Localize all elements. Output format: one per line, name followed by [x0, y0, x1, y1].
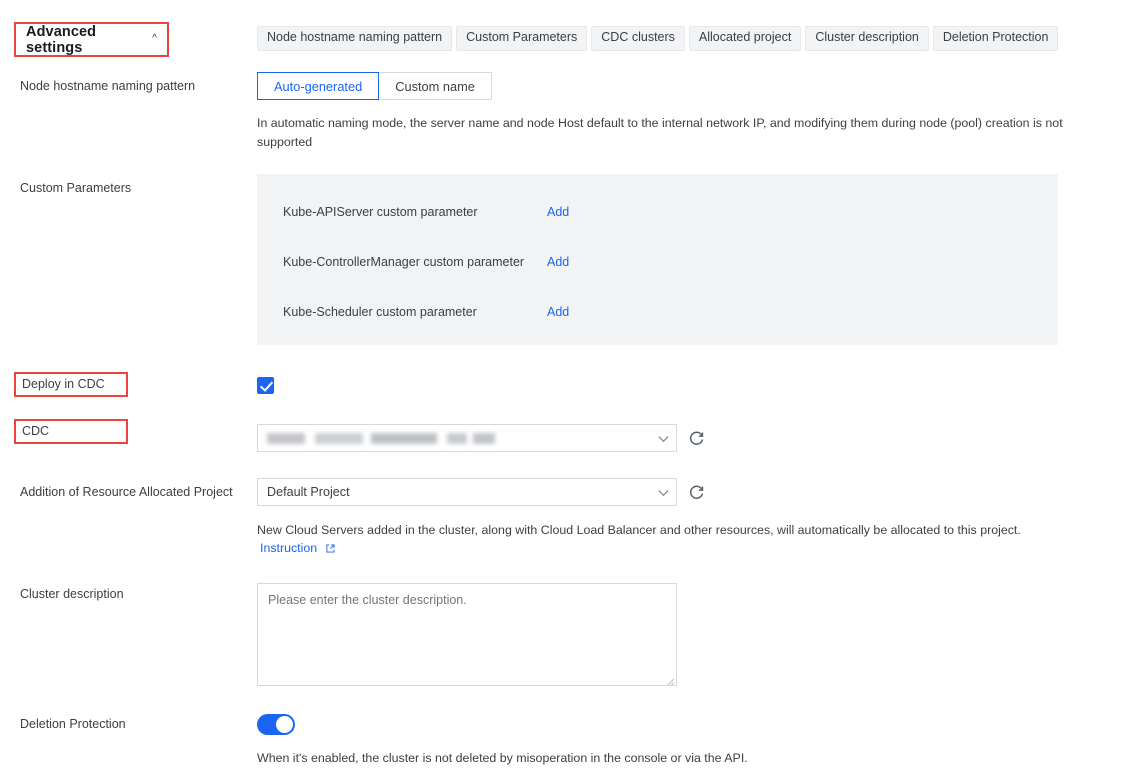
custom-parameters-panel [257, 174, 1058, 345]
toggle-knob [276, 716, 293, 733]
label-cluster-description: Cluster description [20, 587, 124, 601]
anchor-chip-cdc-clusters[interactable]: CDC clusters [591, 26, 685, 51]
anchor-chip-allocated-project[interactable]: Allocated project [689, 26, 801, 51]
param-name-kube-scheduler: Kube-Scheduler custom parameter [283, 305, 477, 319]
cdc-refresh-icon[interactable] [688, 430, 705, 447]
instruction-link-wrap [260, 539, 335, 557]
hint-allocated-project: New Cloud Servers added in the cluster, along with Cloud Load Balancer and other resources, will automatically be allocated to this project. [257, 523, 1021, 537]
anchor-chip-cluster-description[interactable]: Cluster description [805, 26, 929, 51]
segment-custom-name[interactable]: Custom name [378, 72, 492, 100]
param-name-kube-controllermanager: Kube-ControllerManager custom parameter [283, 255, 525, 269]
cluster-description-textarea[interactable] [257, 583, 677, 686]
label-node-hostname-naming-pattern: Node hostname naming pattern [20, 79, 196, 93]
param-name-kube-apiserver: Kube-APIServer custom parameter [283, 205, 478, 219]
anchor-chip-list [257, 26, 1058, 51]
advanced-settings-title: Advanced settings [26, 23, 97, 56]
chevron-up-icon: ^ [152, 32, 157, 44]
hint-node-hostname: In automatic naming mode, the server name and node Host default to the internal network IP, and modifying them during node (pool) creation is not supported [257, 116, 1063, 150]
label-cdc: CDC [14, 419, 128, 444]
anchor-chip-node-hostname[interactable]: Node hostname naming pattern [257, 26, 452, 51]
label-allocated-project: Addition of Resource Allocated Project [20, 485, 233, 499]
node-hostname-naming-segmented [257, 72, 492, 100]
allocated-project-select[interactable] [257, 478, 677, 506]
label-custom-parameters: Custom Parameters [20, 181, 132, 195]
label-deletion-protection: Deletion Protection [20, 717, 126, 731]
add-kube-scheduler-parameter[interactable]: Add [547, 305, 570, 319]
instruction-link[interactable]: Instruction [260, 541, 318, 555]
allocated-project-refresh-icon[interactable] [688, 484, 705, 501]
deletion-protection-toggle[interactable] [257, 714, 295, 735]
cdc-select[interactable] [257, 424, 677, 452]
chevron-down-icon [659, 486, 669, 496]
cdc-select-value [267, 433, 495, 444]
external-link-icon [326, 540, 335, 549]
anchor-chip-custom-parameters[interactable]: Custom Parameters [456, 26, 587, 51]
add-kube-controllermanager-parameter[interactable]: Add [547, 255, 570, 269]
hint-deletion-protection: When it's enabled, the cluster is not deleted by misoperation in the console or via the API. [257, 751, 748, 765]
add-kube-apiserver-parameter[interactable]: Add [547, 205, 570, 219]
chevron-down-icon [659, 432, 669, 442]
deploy-in-cdc-checkbox[interactable] [257, 377, 274, 394]
anchor-chip-deletion-protection[interactable]: Deletion Protection [933, 26, 1059, 51]
allocated-project-value: Default Project [267, 485, 350, 499]
advanced-settings-toggle[interactable] [14, 22, 169, 57]
label-deploy-in-cdc: Deploy in CDC [14, 372, 128, 397]
segment-auto-generated[interactable]: Auto-generated [257, 72, 379, 100]
